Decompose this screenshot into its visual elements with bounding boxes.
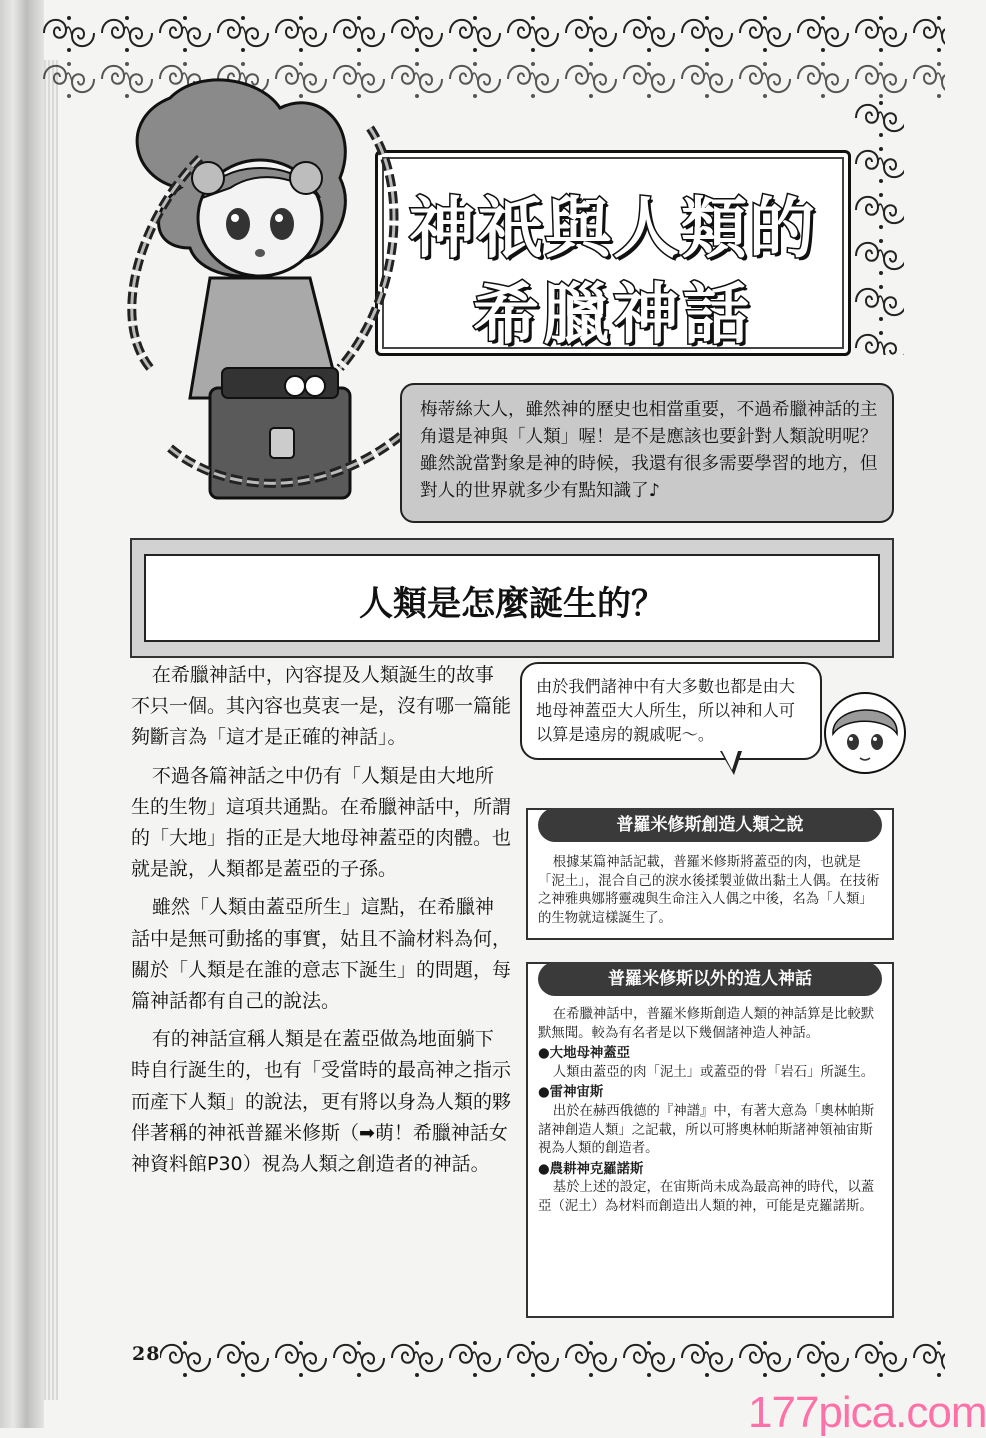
myth-item-title: ●農耕神克羅諾斯	[538, 1161, 644, 1177]
page-edge	[0, 0, 44, 1428]
intro-dialogue-box	[400, 383, 894, 523]
body-paragraph: 有的神話宣稱人類是在蓋亞做為地面躺下時自行誕生的，也有「受當時的最高神之指示而產下人類」的說法，更有將以身為人類的夥伴著稱的神祇普羅米修斯（➡萌！希臘神話女神資料館P30）視為人類之創造者的神話。	[131, 1028, 512, 1176]
page-number: 28	[132, 1343, 161, 1365]
intro-dialogue-text: 梅蒂絲大人，雖然神的歷史也相當重要，不過希臘神話的主角還是神與「人類」喔！是不是應該也要針對人類說明呢？雖然說當對象是神的時候，我還有很多需要學習的地方，但對人的世界就多少有點知識了♪	[420, 400, 878, 501]
body-paragraph: 不過各篇神話之中仍有「人類是由大地所生的生物」這項共通點。在希臘神話中，所謂的「大地」指的正是大地母神蓋亞的肉體。也就是說，人類都是蓋亞的子孫。	[131, 764, 512, 881]
info-box-heading: 普羅米修斯創造人類之說	[538, 808, 882, 842]
myth-item-title: ●雷神宙斯	[538, 1085, 604, 1101]
info-box-body	[538, 1006, 884, 1217]
body-paragraph: 雖然「人類由蓋亞所生」這點，在希臘神話中是無可動搖的事實，姑且不論材料為何，關於「人類是在誰的意志下誕生」的問題，每篇神話都有自己的說法。	[131, 896, 512, 1013]
info-box-text: 根據某篇神話記載，普羅米修斯將蓋亞的肉，也就是「泥土」，混合自己的淚水後揉製並做出黏土人偶。在技術之神雅典娜將靈魂與生命注入人偶之中後，名為「人類」的生物就這樣誕生了。	[538, 855, 880, 926]
character-illustration	[110, 68, 440, 538]
bubble-tail-fill	[722, 751, 738, 770]
ornament-side	[852, 95, 904, 355]
section-header-inner	[144, 554, 880, 642]
page-title-line2: 希臘神話	[473, 275, 753, 353]
side-speech-bubble	[520, 662, 822, 760]
myth-item-text: 基於上述的設定，在宙斯尚未成為最高神的時代，以蓋亞（泥土）為材料而創造出人類的神，可能是克羅諾斯。	[538, 1180, 875, 1214]
section-header-frame	[130, 538, 894, 658]
myth-item-text: 人類由蓋亞的肉「泥土」或蓋亞的骨「岩石」所誕生。	[552, 1064, 875, 1080]
title-frame	[375, 150, 851, 356]
info-box-intro: 在希臘神話中，普羅米修斯創造人類的神話算是比較默默無聞。較為有名者是以下幾個諸神造人神話。	[538, 1007, 875, 1041]
info-box-other-myths	[526, 962, 894, 1318]
body-text	[131, 660, 511, 1187]
myth-item-text: 出於在赫西俄德的『神譜』中，有著大意為「奧林帕斯諸神創造人類」之記載，所以可將奧林帕斯諸神領袖宙斯視為人類的創造者。	[538, 1103, 875, 1157]
myth-item-title: ●大地母神蓋亞	[538, 1046, 631, 1062]
watermark: 177pica.com	[748, 1388, 986, 1437]
info-box-prometheus	[526, 808, 894, 940]
body-paragraph: 在希臘神話中，內容提及人類誕生的故事不只一個。其內容也莫衷一是，沒有哪一篇能夠斷言為「這才是正確的神話」。	[131, 664, 512, 749]
page-title-line1: 神祇與人類的	[409, 189, 817, 267]
side-speech-text: 由於我們諸神中有大多數也都是由大地母神蓋亞大人所生，所以神和人可以算是遠房的親戚呢〜。	[536, 677, 795, 744]
character-face-avatar	[823, 690, 907, 776]
info-box-body	[538, 854, 882, 928]
page-edge-stack	[44, 60, 58, 1400]
info-box-heading: 普羅米修斯以外的造人神話	[538, 962, 882, 996]
section-title: 人類是怎麼誕生的？	[359, 584, 665, 624]
ornament-bottom	[40, 1335, 945, 1383]
